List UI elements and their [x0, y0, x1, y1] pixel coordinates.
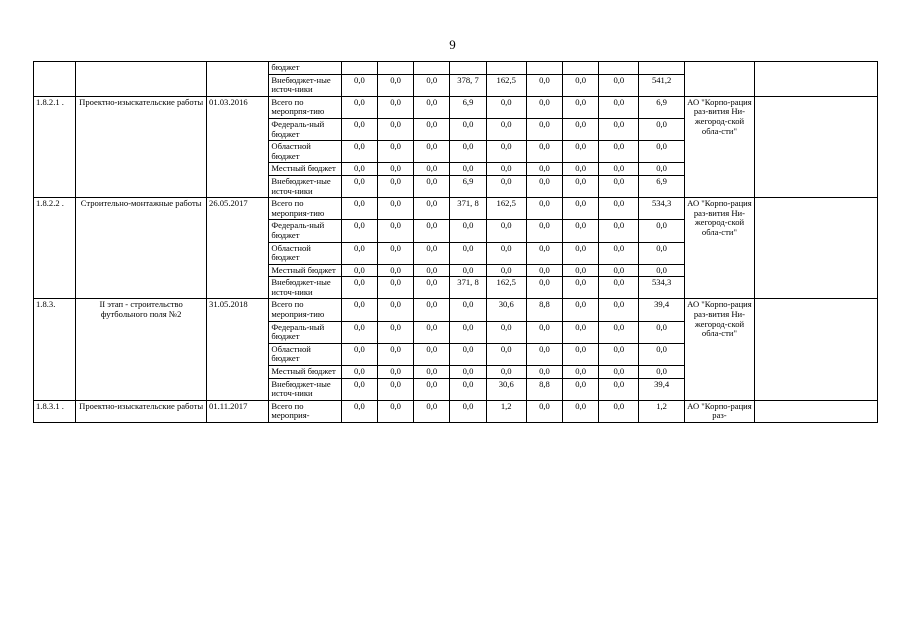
value-cell: 0,0: [341, 321, 377, 343]
value-cell: 0,0: [599, 74, 639, 96]
value-cell: 0,0: [341, 118, 377, 140]
value-cell: 0,0: [341, 366, 377, 379]
funding-source: Федераль-ный бюджет: [269, 220, 341, 242]
value-cell: 0,0: [563, 378, 599, 400]
value-cell: 6,9: [450, 175, 486, 197]
value-cell: 0,0: [599, 277, 639, 299]
item-number: 1.8.3.: [34, 299, 76, 400]
value-cell: 0,0: [599, 366, 639, 379]
value-cell: 0,0: [599, 220, 639, 242]
value-cell: 0,0: [414, 163, 450, 176]
item-number: 1.8.2.1 .: [34, 96, 76, 197]
value-cell: 0,0: [526, 96, 562, 118]
funding-source: Местный бюджет: [269, 264, 341, 277]
value-cell: 0,0: [486, 96, 526, 118]
value-cell: 0,0: [563, 400, 599, 422]
value-cell: 1,2: [486, 400, 526, 422]
value-cell: 534,3: [639, 198, 684, 220]
value-cell: 30,6: [486, 378, 526, 400]
value-cell: 0,0: [526, 277, 562, 299]
value-cell: 0,0: [450, 299, 486, 321]
value-cell: 0,0: [414, 74, 450, 96]
funding-source: Внебюджет-ные источ-ники: [269, 378, 341, 400]
value-cell: 39,4: [639, 378, 684, 400]
table-row: [34, 198, 878, 220]
value-cell: 541,2: [639, 74, 684, 96]
value-cell: 0,0: [639, 141, 684, 163]
item-name: Проектно-изыскательские работы: [76, 400, 207, 422]
item-name: II этап - строительство футбольного поля №2: [76, 299, 207, 400]
value-cell: 0,0: [599, 378, 639, 400]
funding-source: бюджет: [269, 62, 341, 75]
value-cell: 0,0: [414, 175, 450, 197]
value-cell: 0,0: [450, 378, 486, 400]
value-cell: 0,0: [450, 163, 486, 176]
value-cell: 0,0: [599, 175, 639, 197]
value-cell: 0,0: [414, 400, 450, 422]
value-cell: 0,0: [414, 198, 450, 220]
value-cell: 0,0: [639, 264, 684, 277]
value-cell: 0,0: [639, 321, 684, 343]
value-cell: 162,5: [486, 74, 526, 96]
funding-source: Местный бюджет: [269, 163, 341, 176]
item-date: [207, 62, 269, 97]
value-cell: 0,0: [378, 366, 414, 379]
value-cell: 0,0: [450, 366, 486, 379]
funding-source: Внебюджет-ные источ-ники: [269, 277, 341, 299]
value-cell: [563, 62, 599, 75]
value-cell: 0,0: [414, 321, 450, 343]
value-cell: 0,0: [341, 141, 377, 163]
value-cell: 0,0: [341, 378, 377, 400]
value-cell: 0,0: [599, 141, 639, 163]
value-cell: 0,0: [341, 163, 377, 176]
value-cell: 0,0: [486, 175, 526, 197]
value-cell: 0,0: [378, 400, 414, 422]
page-number: 9: [449, 37, 456, 52]
value-cell: 0,0: [378, 378, 414, 400]
value-cell: [526, 62, 562, 75]
value-cell: 0,0: [526, 366, 562, 379]
value-cell: 0,0: [599, 96, 639, 118]
value-cell: 0,0: [341, 198, 377, 220]
value-cell: 534,3: [639, 277, 684, 299]
value-cell: 0,0: [378, 163, 414, 176]
notes-cell: [755, 299, 878, 400]
value-cell: 0,0: [599, 264, 639, 277]
value-cell: 0,0: [563, 96, 599, 118]
value-cell: [341, 62, 377, 75]
value-cell: 0,0: [599, 400, 639, 422]
value-cell: 0,0: [639, 366, 684, 379]
funding-source: Областной бюджет: [269, 242, 341, 264]
value-cell: 0,0: [563, 366, 599, 379]
value-cell: [486, 62, 526, 75]
value-cell: 0,0: [599, 299, 639, 321]
value-cell: 162,5: [486, 277, 526, 299]
value-cell: 0,0: [486, 163, 526, 176]
value-cell: 0,0: [526, 321, 562, 343]
value-cell: 0,0: [341, 242, 377, 264]
value-cell: 0,0: [526, 74, 562, 96]
table-row: [34, 299, 878, 321]
value-cell: 0,0: [414, 343, 450, 365]
value-cell: 0,0: [414, 242, 450, 264]
value-cell: 0,0: [599, 321, 639, 343]
value-cell: 0,0: [450, 321, 486, 343]
value-cell: 0,0: [450, 400, 486, 422]
value-cell: 0,0: [526, 220, 562, 242]
value-cell: 0,0: [639, 242, 684, 264]
value-cell: 0,0: [486, 118, 526, 140]
value-cell: 0,0: [486, 343, 526, 365]
notes-cell: [755, 198, 878, 299]
item-date: 31.05.2018: [207, 299, 269, 400]
value-cell: [639, 62, 684, 75]
value-cell: [378, 62, 414, 75]
value-cell: 0,0: [341, 299, 377, 321]
executor: АО "Корпо-рация раз-вития Ни-жегород-ской обла-сти": [684, 299, 754, 400]
funding-source: Местный бюджет: [269, 366, 341, 379]
value-cell: 0,0: [378, 220, 414, 242]
funding-source: Внебюджет-ные источ-ники: [269, 175, 341, 197]
value-cell: 0,0: [639, 163, 684, 176]
value-cell: 0,0: [414, 264, 450, 277]
value-cell: 0,0: [378, 242, 414, 264]
value-cell: 0,0: [599, 163, 639, 176]
value-cell: [599, 62, 639, 75]
value-cell: 0,0: [526, 163, 562, 176]
value-cell: [414, 62, 450, 75]
value-cell: 371, 8: [450, 277, 486, 299]
value-cell: 0,0: [526, 242, 562, 264]
value-cell: 0,0: [341, 96, 377, 118]
value-cell: 0,0: [486, 321, 526, 343]
table-row: [34, 400, 878, 422]
value-cell: 162,5: [486, 198, 526, 220]
value-cell: 0,0: [450, 242, 486, 264]
value-cell: 0,0: [378, 321, 414, 343]
value-cell: 0,0: [378, 175, 414, 197]
value-cell: 0,0: [563, 264, 599, 277]
value-cell: 0,0: [563, 277, 599, 299]
funding-source: Всего по мероприя-тию: [269, 198, 341, 220]
value-cell: 0,0: [526, 141, 562, 163]
value-cell: 0,0: [526, 198, 562, 220]
value-cell: 0,0: [414, 118, 450, 140]
item-number: [34, 62, 76, 97]
value-cell: 0,0: [563, 118, 599, 140]
value-cell: 0,0: [526, 400, 562, 422]
value-cell: 0,0: [341, 400, 377, 422]
value-cell: 39,4: [639, 299, 684, 321]
table-body: [34, 62, 878, 423]
value-cell: 0,0: [414, 220, 450, 242]
funding-source: Федераль-ный бюджет: [269, 321, 341, 343]
value-cell: 0,0: [486, 366, 526, 379]
value-cell: 0,0: [378, 118, 414, 140]
value-cell: 0,0: [563, 175, 599, 197]
notes-cell: [755, 96, 878, 197]
item-number: 1.8.3.1 .: [34, 400, 76, 422]
value-cell: 0,0: [378, 264, 414, 277]
value-cell: 0,0: [414, 366, 450, 379]
value-cell: 0,0: [341, 343, 377, 365]
funding-source: Всего по меропрпя-тию: [269, 96, 341, 118]
value-cell: 0,0: [378, 343, 414, 365]
funding-source: Областной бюджет: [269, 141, 341, 163]
value-cell: 0,0: [599, 343, 639, 365]
funding-source: Областной бюджет: [269, 343, 341, 365]
value-cell: 0,0: [450, 141, 486, 163]
value-cell: 0,0: [599, 118, 639, 140]
value-cell: 0,0: [486, 242, 526, 264]
value-cell: 0,0: [414, 299, 450, 321]
value-cell: 1,2: [639, 400, 684, 422]
value-cell: 0,0: [378, 96, 414, 118]
item-name: Строительно-монтажные работы: [76, 198, 207, 299]
funding-source: Всего по мероприя-тию: [269, 299, 341, 321]
value-cell: 0,0: [414, 141, 450, 163]
value-cell: 0,0: [526, 175, 562, 197]
value-cell: 0,0: [599, 242, 639, 264]
value-cell: 6,9: [639, 175, 684, 197]
value-cell: 0,0: [450, 220, 486, 242]
value-cell: 0,0: [639, 343, 684, 365]
value-cell: 0,0: [563, 198, 599, 220]
value-cell: 0,0: [486, 141, 526, 163]
value-cell: 0,0: [341, 277, 377, 299]
funding-source: Внебюджет-ные источ-ники: [269, 74, 341, 96]
item-date: 26.05.2017: [207, 198, 269, 299]
value-cell: 0,0: [378, 141, 414, 163]
item-name: [76, 62, 207, 97]
funding-source: Всего по мероприя-: [269, 400, 341, 422]
value-cell: 0,0: [341, 175, 377, 197]
value-cell: 0,0: [378, 74, 414, 96]
value-cell: 0,0: [341, 220, 377, 242]
value-cell: 0,0: [450, 264, 486, 277]
item-name: Проектно-изыскательские работы: [76, 96, 207, 197]
value-cell: 0,0: [526, 343, 562, 365]
value-cell: 0,0: [599, 198, 639, 220]
value-cell: 0,0: [378, 198, 414, 220]
value-cell: 8,8: [526, 299, 562, 321]
value-cell: 0,0: [378, 299, 414, 321]
value-cell: 0,0: [526, 118, 562, 140]
value-cell: 0,0: [341, 264, 377, 277]
value-cell: 0,0: [563, 74, 599, 96]
executor: АО "Корпо-рация раз-вития Ни-жегород-ской обла-сти": [684, 198, 754, 299]
table-row: [34, 62, 878, 75]
value-cell: 0,0: [414, 96, 450, 118]
value-cell: 0,0: [563, 321, 599, 343]
value-cell: 0,0: [639, 118, 684, 140]
item-date: 01.03.2016: [207, 96, 269, 197]
value-cell: 0,0: [639, 220, 684, 242]
value-cell: 6,9: [450, 96, 486, 118]
notes-cell: [755, 400, 878, 422]
value-cell: 0,0: [486, 264, 526, 277]
value-cell: [450, 62, 486, 75]
value-cell: 0,0: [563, 299, 599, 321]
value-cell: 0,0: [341, 74, 377, 96]
table-row: [34, 96, 878, 118]
value-cell: 0,0: [414, 378, 450, 400]
budget-table: [33, 61, 878, 423]
value-cell: 0,0: [486, 220, 526, 242]
value-cell: 0,0: [414, 277, 450, 299]
value-cell: 0,0: [563, 220, 599, 242]
value-cell: 378, 7: [450, 74, 486, 96]
notes-cell: [755, 62, 878, 97]
value-cell: 0,0: [450, 343, 486, 365]
executor: АО "Корпо-рация раз-вития Ни-жегород-ской обла-сти": [684, 96, 754, 197]
value-cell: 0,0: [526, 264, 562, 277]
value-cell: 6,9: [639, 96, 684, 118]
executor: [684, 62, 754, 97]
executor: АО "Корпо-рация раз-: [684, 400, 754, 422]
value-cell: 0,0: [563, 242, 599, 264]
value-cell: 0,0: [563, 343, 599, 365]
value-cell: 8,8: [526, 378, 562, 400]
item-number: 1.8.2.2 .: [34, 198, 76, 299]
item-date: 01.11.2017: [207, 400, 269, 422]
funding-source: Федераль-ный бюджет: [269, 118, 341, 140]
value-cell: 0,0: [563, 163, 599, 176]
value-cell: 371, 8: [450, 198, 486, 220]
value-cell: 30,6: [486, 299, 526, 321]
value-cell: 0,0: [378, 277, 414, 299]
value-cell: 0,0: [450, 118, 486, 140]
value-cell: 0,0: [563, 141, 599, 163]
